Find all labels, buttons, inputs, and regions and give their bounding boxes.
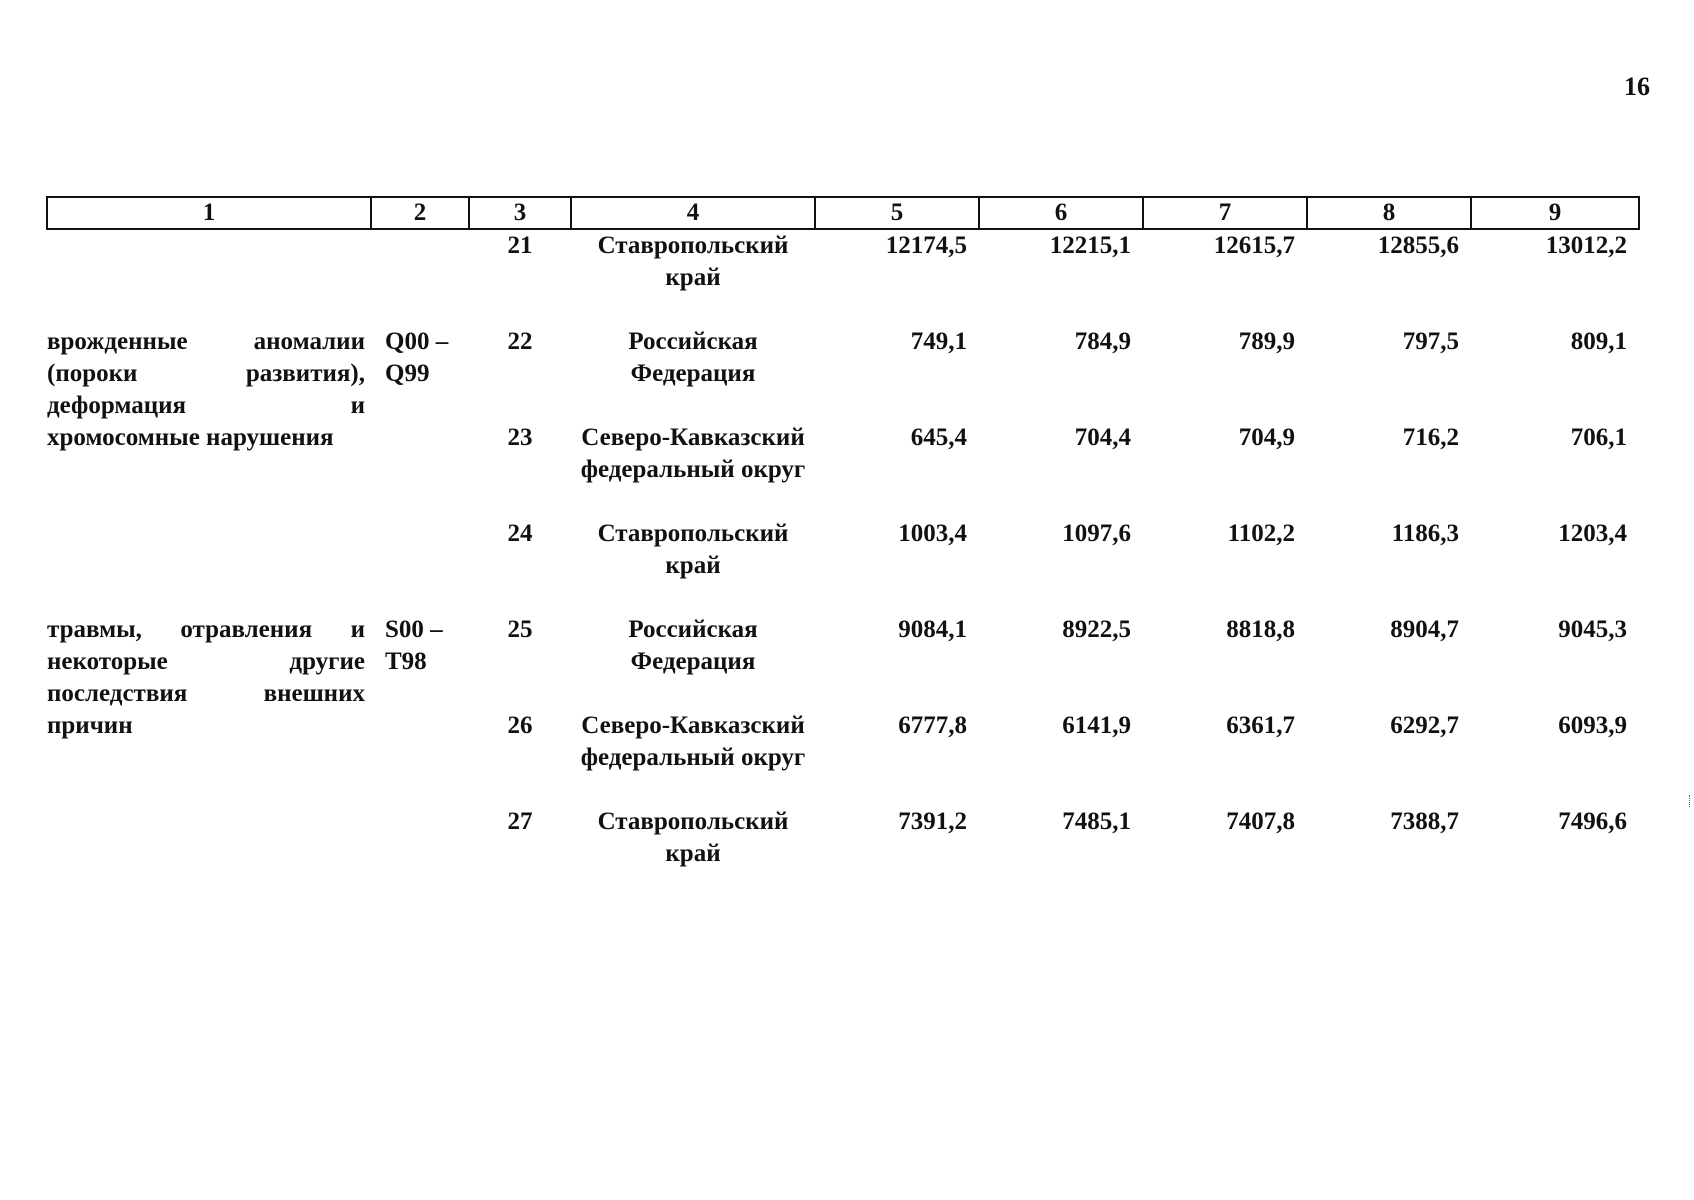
value-cell: 12215,1: [1049, 232, 1131, 259]
page-number: 16: [1624, 72, 1650, 101]
row-number: 26: [507, 712, 533, 739]
value-cell: 704,4: [1074, 424, 1131, 451]
row-number: 21: [507, 232, 533, 259]
value-cell: 1102,2: [1227, 520, 1295, 547]
value-cell: 797,5: [1402, 328, 1459, 355]
column-header: 4: [571, 197, 815, 229]
row-number: 25: [507, 616, 533, 643]
region-cell: Российская Федерация: [628, 616, 758, 675]
region-cell: Северо-Кавказский федеральный округ: [580, 712, 806, 771]
value-cell: 9045,3: [1558, 616, 1627, 643]
table-row: [47, 614, 1639, 678]
column-header: 3: [469, 197, 571, 229]
value-cell: 704,9: [1238, 424, 1295, 451]
scan-mark: [1689, 795, 1692, 807]
value-cell: 706,1: [1570, 424, 1627, 451]
region-cell: Российская Федерация: [628, 328, 758, 387]
column-header: 1: [47, 197, 371, 229]
region-cell: Северо-Кавказский федеральный округ: [580, 424, 806, 483]
cause-group-cell: травмы, отравления и некоторые другие последствия внешних причин: [47, 616, 365, 739]
value-cell: 12174,5: [885, 232, 967, 259]
region-cell: Ставропольский край: [597, 232, 789, 291]
value-cell: 6292,7: [1390, 712, 1459, 739]
table-row: [47, 326, 1639, 390]
value-cell: 12615,7: [1213, 232, 1295, 259]
row-number: 22: [507, 328, 533, 355]
value-cell: 9084,1: [898, 616, 967, 643]
column-header: 2: [371, 197, 469, 229]
value-cell: 749,1: [910, 328, 967, 355]
value-cell: 789,9: [1238, 328, 1295, 355]
row-number: 27: [507, 808, 533, 835]
value-cell: 645,4: [910, 424, 967, 451]
column-header: 7: [1143, 197, 1307, 229]
value-cell: 809,1: [1570, 328, 1627, 355]
value-cell: 1003,4: [898, 520, 967, 547]
value-cell: 6093,9: [1558, 712, 1627, 739]
region-cell: Ставропольский край: [597, 808, 789, 867]
region-cell: Ставропольский край: [597, 520, 789, 579]
cause-group-cell: врожденные аномалии (пороки развития), деформация и хромосомные нарушения: [47, 328, 365, 451]
value-cell: 716,2: [1402, 424, 1459, 451]
value-cell: 8904,7: [1390, 616, 1459, 643]
table-row: [47, 229, 1639, 294]
value-cell: 784,9: [1074, 328, 1131, 355]
value-cell: 1186,3: [1391, 520, 1459, 547]
data-table: [46, 196, 1640, 870]
column-header: 6: [979, 197, 1143, 229]
column-header: 8: [1307, 197, 1471, 229]
value-cell: 6361,7: [1226, 712, 1295, 739]
value-cell: 6777,8: [898, 712, 967, 739]
column-header: 9: [1471, 197, 1639, 229]
value-cell: 8818,8: [1226, 616, 1295, 643]
value-cell: 12855,6: [1377, 232, 1459, 259]
column-header: 5: [815, 197, 979, 229]
value-cell: 7391,2: [898, 808, 967, 835]
value-cell: 1097,6: [1062, 520, 1131, 547]
value-cell: 7407,8: [1226, 808, 1295, 835]
value-cell: 6141,9: [1062, 712, 1131, 739]
row-number: 24: [507, 520, 533, 547]
row-number: 23: [507, 424, 533, 451]
column-number-row: [47, 197, 1639, 229]
value-cell: 13012,2: [1545, 232, 1627, 259]
icd-code-cell: Q00 – Q99: [385, 328, 449, 387]
value-cell: 1203,4: [1558, 520, 1627, 547]
icd-code-cell: S00 – T98: [385, 616, 443, 675]
value-cell: 7485,1: [1062, 808, 1131, 835]
value-cell: 7388,7: [1390, 808, 1459, 835]
value-cell: 8922,5: [1062, 616, 1131, 643]
value-cell: 7496,6: [1558, 808, 1627, 835]
